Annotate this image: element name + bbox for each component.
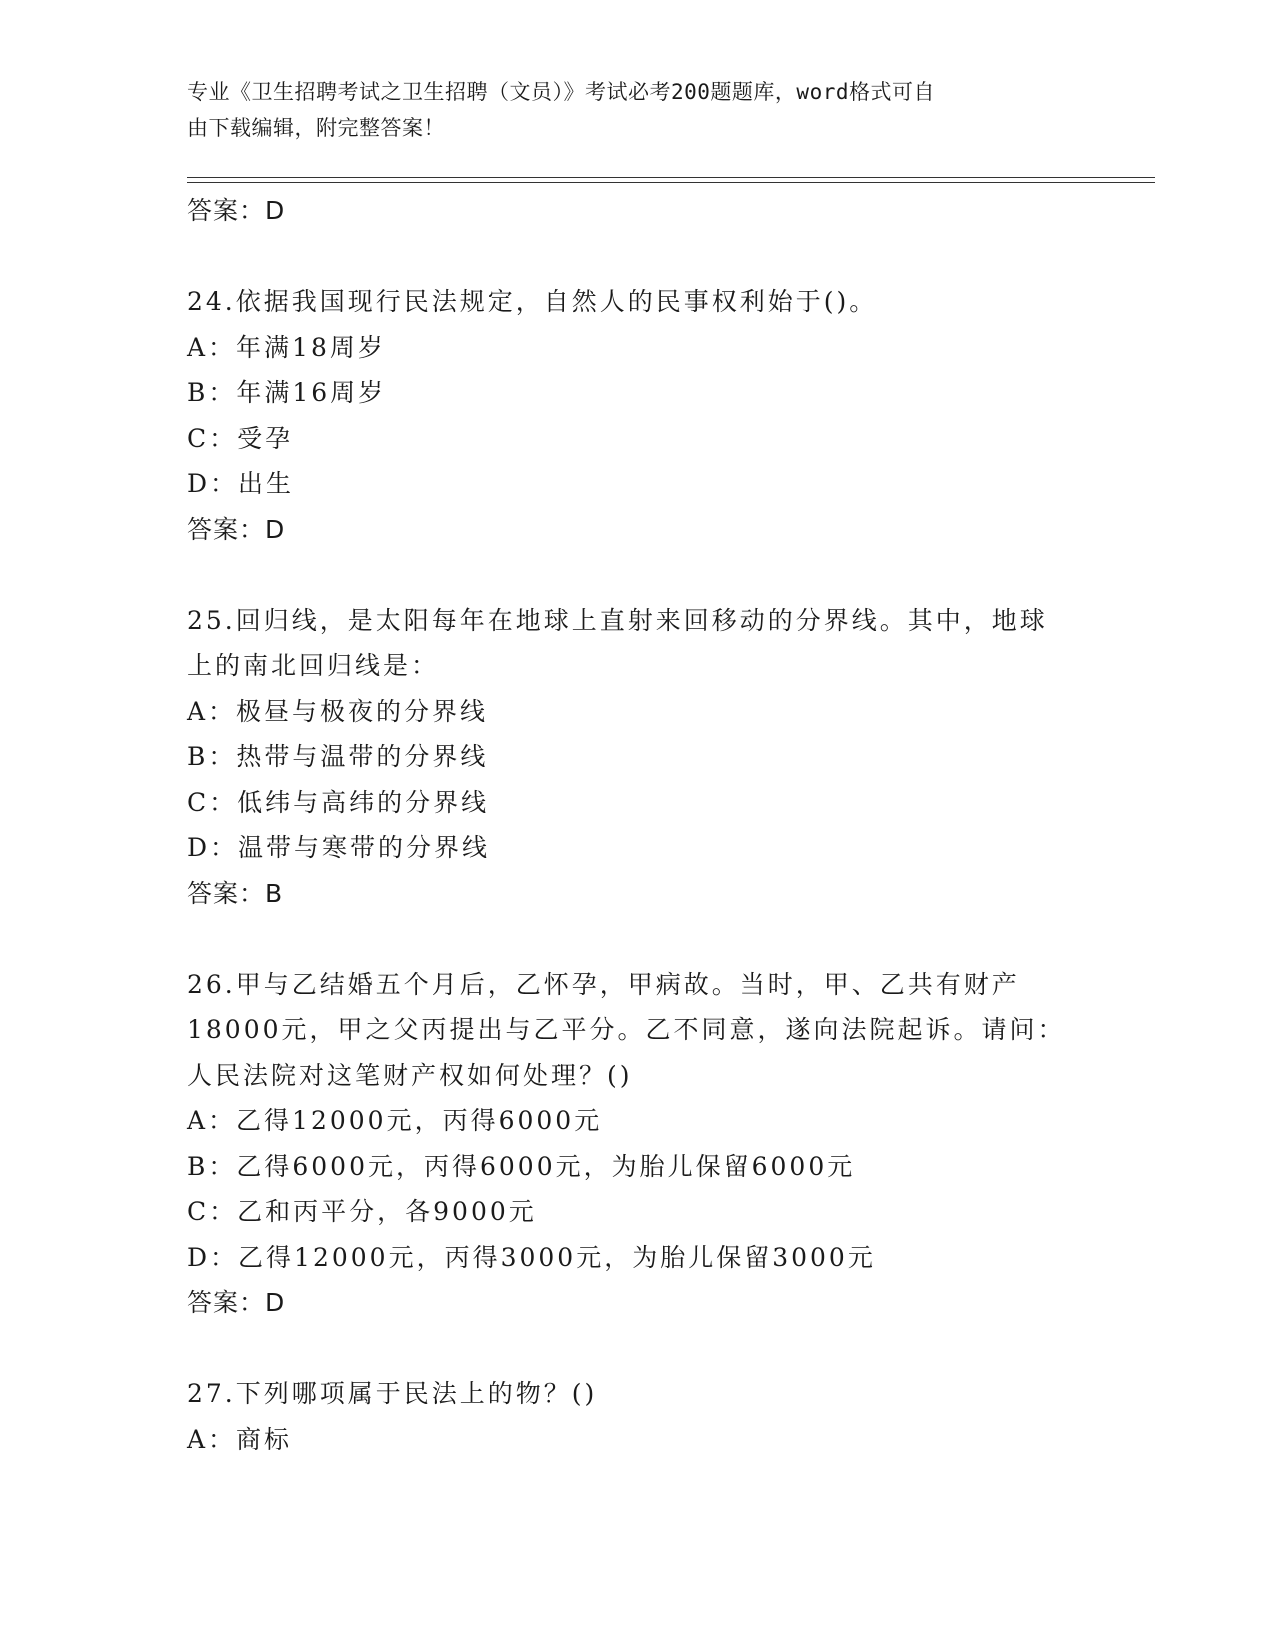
answer-line: 答案：B	[187, 878, 284, 908]
answer-line: 答案：D	[187, 1288, 286, 1317]
answer-line: 答案：D	[187, 514, 286, 544]
question-block	[187, 279, 1087, 552]
option-a: A：商标	[187, 1424, 293, 1454]
header-rule-top	[187, 177, 1155, 178]
question-block	[187, 962, 1087, 1326]
spacer	[187, 916, 1087, 962]
option-a: A：乙得12000元，丙得6000元	[187, 1106, 603, 1135]
spacer	[187, 552, 1087, 598]
option-b: B：年满16周岁	[187, 378, 387, 407]
question-text: 18000元，甲之父丙提出与乙平分。乙不同意，遂向法院起诉。请问：	[187, 1015, 1066, 1044]
question-text: 25.回归线，是太阳每年在地球上直射来回移动的分界线。其中，地球	[187, 605, 1048, 635]
spacer	[187, 1326, 1087, 1372]
document-header	[187, 74, 1067, 146]
question-block	[187, 1371, 1087, 1462]
header-rule-bottom	[187, 182, 1155, 183]
question-text: 26.甲与乙结婚五个月后，乙怀孕，甲病故。当时，甲、乙共有财产	[187, 969, 1020, 999]
header-line-2: 由下载编辑，附完整答案！	[187, 116, 445, 140]
option-c: C：受孕	[187, 423, 294, 453]
option-c: C：低纬与高纬的分界线	[187, 787, 490, 817]
option-d: D：出生	[187, 469, 295, 498]
option-a: A：年满18周岁	[187, 332, 386, 362]
option-b: B：热带与温带的分界线	[187, 742, 489, 771]
spacer	[187, 234, 1087, 280]
question-text: 人民法院对这笔财产权如何处理？()	[187, 1060, 633, 1090]
option-b: B：乙得6000元，丙得6000元，为胎儿保留6000元	[187, 1151, 856, 1181]
header-line-1: 专业《卫生招聘考试之卫生招聘（文员）》考试必考200题题库，word格式可自	[187, 80, 935, 104]
option-d: D：乙得12000元，丙得3000元，为胎儿保留3000元	[187, 1242, 876, 1272]
option-d: D：温带与寒带的分界线	[187, 833, 491, 862]
question-block	[187, 598, 1087, 917]
option-a: A：极昼与极夜的分界线	[187, 696, 489, 726]
answer-line: 答案：D	[187, 196, 286, 225]
question-list	[187, 188, 1087, 1462]
question-text: 上的南北回归线是：	[187, 651, 440, 680]
option-c: C：乙和丙平分，各9000元	[187, 1197, 537, 1226]
question-text: 27.下列哪项属于民法上的物？()	[187, 1379, 598, 1408]
question-text: 24.依据我国现行民法规定，自然人的民事权利始于()。	[187, 287, 878, 316]
